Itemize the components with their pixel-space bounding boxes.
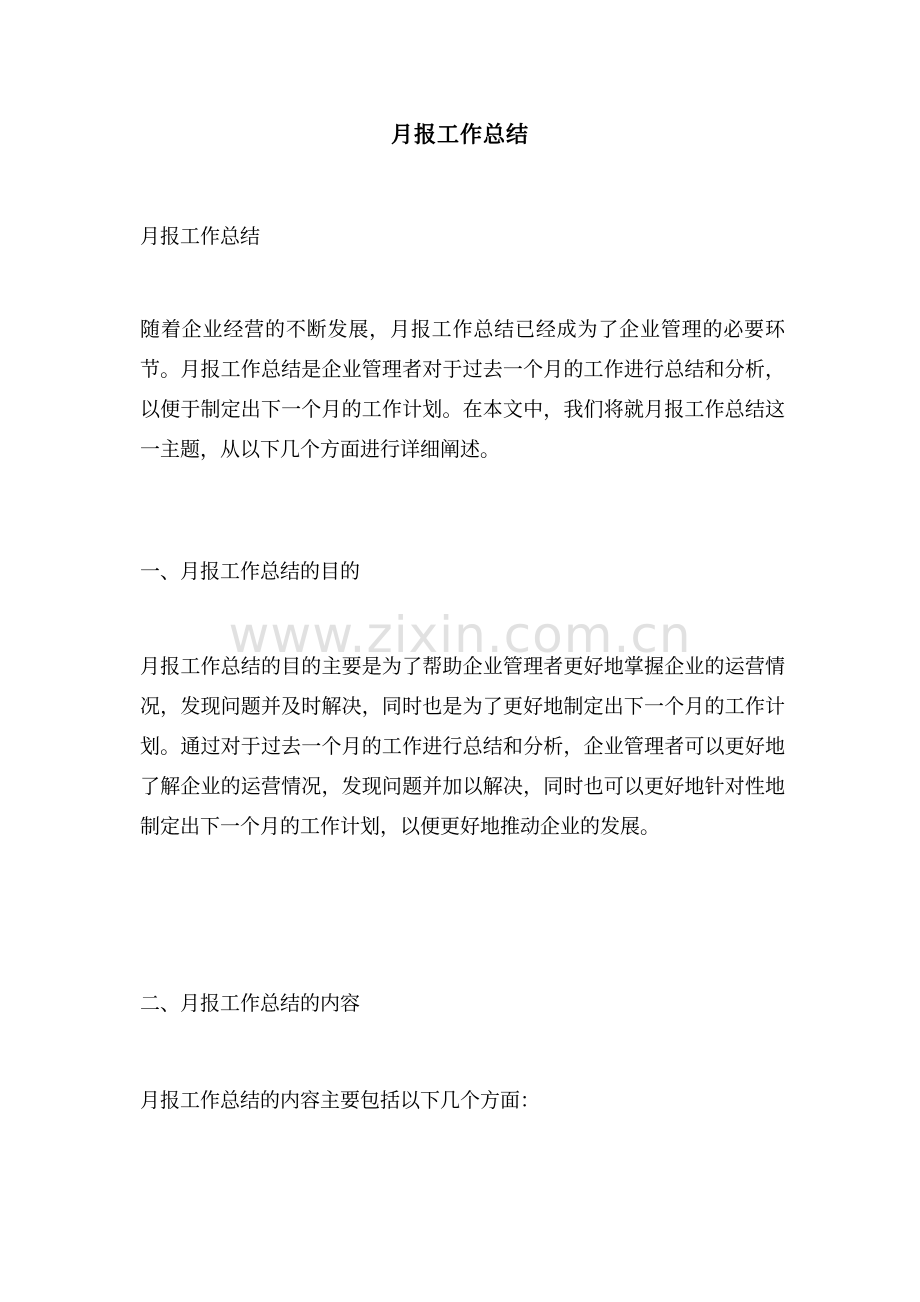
section-1-heading: 一、月报工作总结的目的: [140, 559, 360, 583]
intro-paragraph: 随着企业经营的不断发展，月报工作总结已经成为了企业管理的必要环节。月报工作总结是企业管理者对于过去一个月的工作进行总结和分析，以便于制定出下一个月的工作计划。在本文中，我们将就月报工作总结这一主题，从以下几个方面进行详细阐述。: [140, 317, 785, 461]
section-2-heading: 二、月报工作总结的内容: [140, 991, 360, 1015]
document-subtitle: 月报工作总结: [140, 224, 260, 248]
watermark: www.zixin.com.cn: [228, 606, 692, 664]
section-2-paragraph: 月报工作总结的内容主要包括以下几个方面：: [140, 1088, 540, 1112]
document-title: 月报工作总结: [390, 123, 529, 148]
section-1-paragraph: 月报工作总结的目的主要是为了帮助企业管理者更好地掌握企业的运营情况，发现问题并及时解决，同时也是为了更好地制定出下一个月的工作计划。通过对于过去一个月的工作进行总结和分析，企业管理者可以更好地了解企业的运营情况，发现问题并加以解决，同时也可以更好地针对性地制定出下一个月的工作计划，以便更好地推动企业的发展。: [140, 654, 785, 838]
